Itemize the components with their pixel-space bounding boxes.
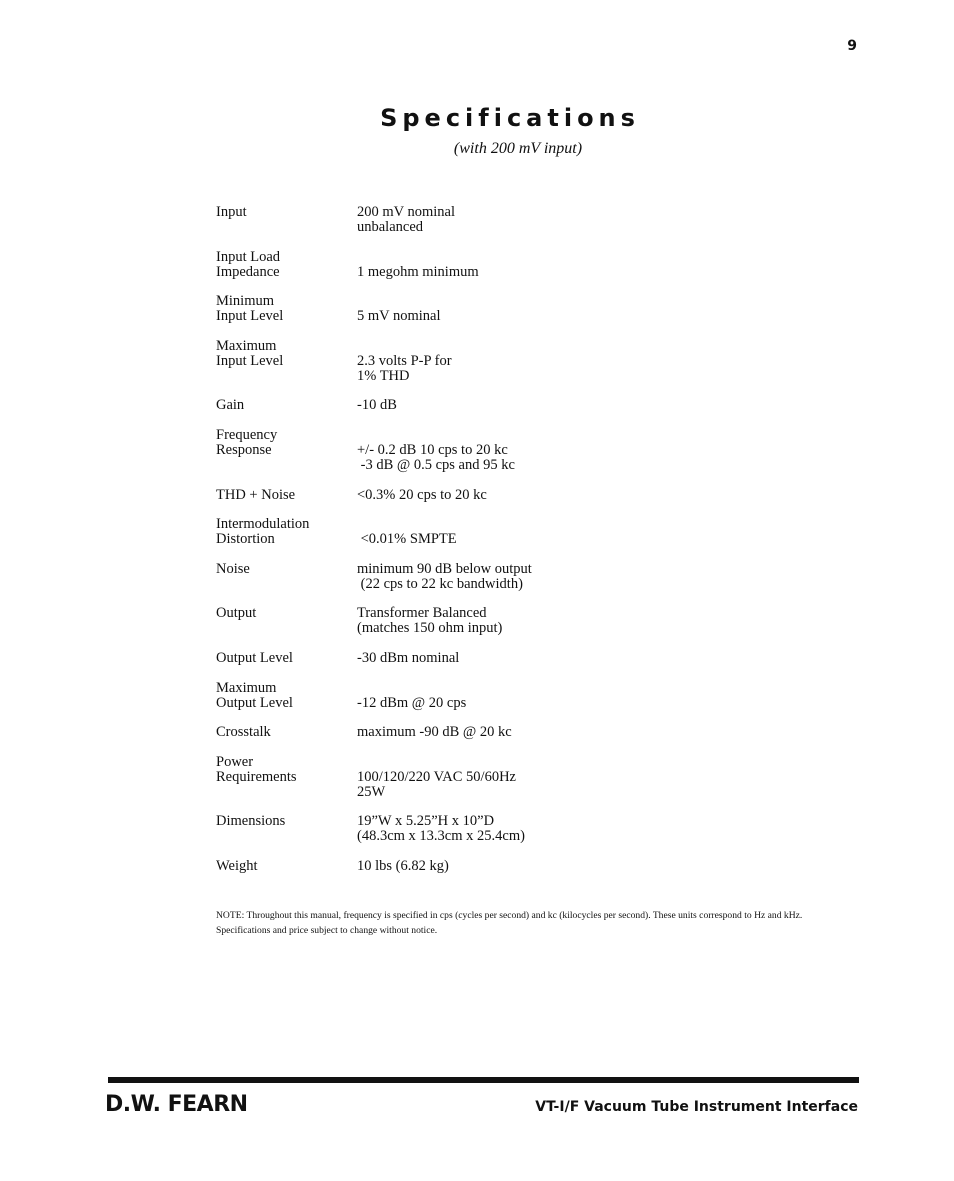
spec-row — [216, 606, 776, 636]
spec-label-line: Noise — [216, 560, 250, 577]
spec-label — [216, 488, 357, 503]
spec-row — [216, 859, 776, 874]
page-title: Specifications — [380, 104, 640, 132]
spec-row — [216, 428, 776, 473]
spec-value-line: +/- 0.2 dB 10 cps to 20 kc — [357, 441, 508, 458]
spec-value — [357, 755, 776, 800]
spec-row — [216, 814, 776, 844]
spec-row — [216, 398, 776, 413]
spec-value-line: <0.01% SMPTE — [357, 531, 457, 548]
spec-value-line: unbalanced — [357, 219, 424, 235]
spec-value-line: -10 dB — [357, 397, 397, 414]
spec-value-line: 200 mV nominal — [357, 204, 456, 220]
spec-value-line: 2.3 volts P-P for — [357, 352, 452, 369]
spec-label-line: Output Level — [216, 649, 293, 666]
spec-label-line: Intermodulation — [216, 516, 310, 533]
spec-label — [216, 517, 357, 547]
spec-label-line: Power — [216, 753, 254, 770]
spec-value — [357, 681, 776, 711]
spec-value — [357, 398, 776, 413]
spec-label-line: Maximum — [216, 337, 277, 354]
spec-value-line — [357, 428, 776, 443]
spec-label — [216, 606, 357, 636]
spec-value-line: Transformer Balanced — [357, 605, 487, 622]
spec-value — [357, 562, 776, 592]
spec-label-line: Frequency — [216, 426, 278, 443]
spec-value-line: 100/120/220 VAC 50/60Hz — [357, 768, 516, 785]
spec-value-line — [357, 681, 776, 696]
spec-value-line: 1 megohm minimum — [357, 263, 479, 280]
spec-value — [357, 517, 776, 547]
spec-label — [216, 250, 357, 280]
spec-label-line: Output — [216, 605, 257, 622]
spec-label — [216, 398, 357, 413]
spec-label — [216, 205, 357, 235]
spec-value-line: 19”W x 5.25”H x 10”D — [357, 813, 495, 830]
spec-label-line: Weight — [216, 857, 258, 874]
spec-label-line: Maximum — [216, 679, 277, 696]
spec-value-line — [357, 294, 776, 309]
spec-value — [357, 859, 776, 874]
spec-value — [357, 294, 776, 324]
spec-value-line: 10 lbs (6.82 kg) — [357, 857, 449, 874]
spec-row — [216, 488, 776, 503]
spec-value — [357, 250, 776, 280]
spec-value — [357, 651, 776, 666]
spec-value-line: -3 dB @ 0.5 cps and 95 kc — [357, 456, 515, 473]
specifications-list — [216, 205, 776, 889]
spec-value-line — [357, 339, 776, 354]
spec-label-line: Output Level — [216, 694, 293, 711]
spec-value — [357, 606, 776, 636]
spec-label-line: THD + Noise — [216, 486, 296, 503]
spec-value-line: maximum -90 dB @ 20 kc — [357, 724, 512, 741]
spec-value-line: 1% THD — [357, 367, 410, 384]
spec-label-line: Input — [216, 204, 247, 220]
spec-label-line: Crosstalk — [216, 724, 271, 741]
spec-row — [216, 250, 776, 280]
spec-label-line: Input Level — [216, 352, 284, 369]
spec-value-line: -12 dBm @ 20 cps — [357, 694, 467, 711]
spec-row — [216, 294, 776, 324]
spec-row — [216, 517, 776, 547]
spec-value-line — [357, 250, 776, 265]
spec-value — [357, 205, 776, 235]
spec-label-line: Requirements — [216, 768, 297, 785]
spec-value-line: (matches 150 ohm input) — [357, 620, 503, 637]
page-subtitle: (with 200 mV input) — [453, 140, 583, 157]
spec-label — [216, 562, 357, 592]
spec-row — [216, 755, 776, 800]
spec-label — [216, 294, 357, 324]
spec-value-line — [357, 755, 776, 770]
spec-row — [216, 562, 776, 592]
spec-label-line: Distortion — [216, 531, 275, 548]
brand-logo: D.W. FEARN — [105, 1092, 248, 1117]
spec-value-line: 5 mV nominal — [357, 308, 441, 325]
spec-row — [216, 651, 776, 666]
spec-value — [357, 339, 776, 384]
spec-label-line: Impedance — [216, 263, 280, 280]
spec-label-line: Minimum — [216, 293, 275, 310]
spec-label — [216, 755, 357, 800]
spec-value-line: <0.3% 20 cps to 20 kc — [357, 486, 487, 503]
spec-value-line: minimum 90 dB below output — [357, 560, 532, 577]
spec-row — [216, 339, 776, 384]
spec-row — [216, 205, 776, 235]
spec-label — [216, 681, 357, 711]
spec-label-line: Dimensions — [216, 813, 286, 830]
spec-row — [216, 725, 776, 740]
spec-value-line: 25W — [357, 783, 386, 800]
spec-value — [357, 725, 776, 740]
product-name: VT-I/F Vacuum Tube Instrument Interface — [535, 1099, 858, 1115]
footer-rule — [108, 1077, 859, 1083]
footnote: NOTE: Throughout this manual, frequency is specified in cps (cycles per second) and kc (kilocycles per second). These units correspond to Hz and kHz. Specifications and price subject to change without notice. — [216, 910, 803, 936]
spec-value-line: -30 dBm nominal — [357, 649, 460, 666]
spec-value — [357, 814, 776, 844]
spec-value — [357, 488, 776, 503]
spec-label-line: Response — [216, 441, 272, 458]
spec-label-line: Input Load — [216, 248, 281, 265]
spec-label — [216, 725, 357, 740]
spec-label-line: Input Level — [216, 308, 284, 325]
spec-value-line: (22 cps to 22 kc bandwidth) — [357, 575, 523, 592]
spec-label — [216, 339, 357, 384]
spec-value — [357, 428, 776, 473]
spec-row — [216, 681, 776, 711]
spec-label — [216, 814, 357, 844]
spec-label — [216, 859, 357, 874]
page-number: 9 — [847, 38, 857, 54]
spec-label-line: Gain — [216, 397, 245, 414]
spec-label — [216, 651, 357, 666]
spec-value-line: (48.3cm x 13.3cm x 25.4cm) — [357, 828, 525, 845]
spec-label — [216, 428, 357, 473]
spec-value-line — [357, 517, 776, 532]
